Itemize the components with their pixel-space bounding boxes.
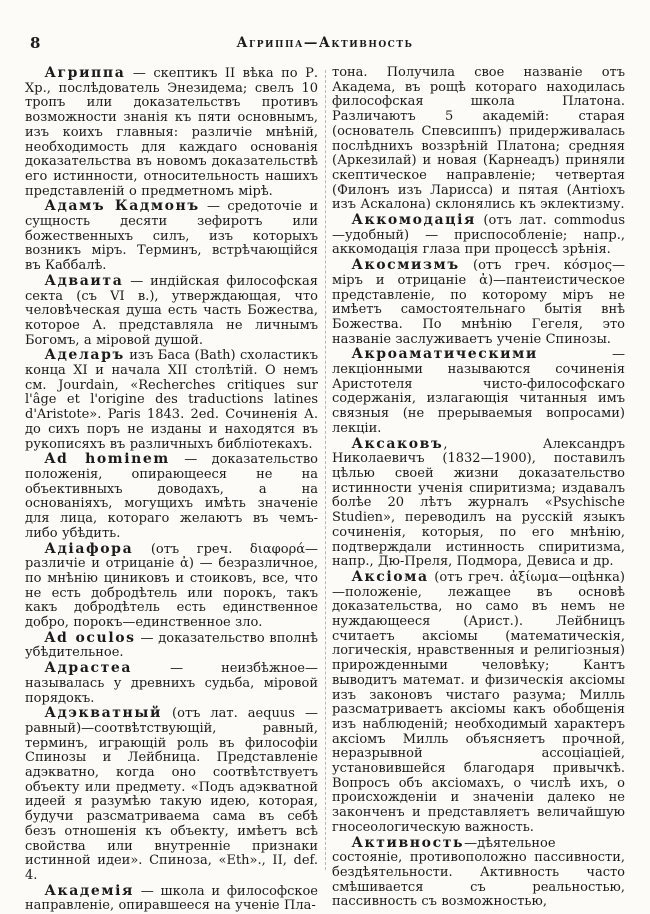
dict-entry [25, 542, 318, 631]
entry-body: — лекціонными называются сочиненія Аристотеля чисто-философскаго содержанія, излагающія читанныя имъ связныя (не прерываемыя вопросами) лекціи. [332, 347, 625, 436]
entry-body: — доказательство вполнѣ убѣдительное. [25, 630, 319, 661]
entry-term: Адрастеа [44, 660, 133, 677]
entry-body: — неизбѣжное—называлась у древнихъ судьба, міровой порядокъ. [25, 661, 318, 706]
dict-entry [332, 570, 625, 836]
entry-term: Акроаматическими [351, 346, 538, 363]
entry-term: Адамъ Кадмонъ [44, 198, 200, 215]
running-header [0, 34, 650, 54]
entry-term: Ad oculos [44, 629, 136, 646]
entry-body: —дѣятельное состояніе, противоположно пассивности, бездѣятельности. Активность часто смѣшивается съ реальностью, пассивность съ возможностью, [332, 835, 625, 910]
entry-body: (отъ греч. κόσμος—міръ и отрицаніе ἀ)—пантеистическое представленіе, по которому міръ не имѣетъ самостоятельнаго бытія внѣ Божества. По мнѣнію Гегеля, это названіе заслуживаетъ ученіе Спинозы. [332, 258, 625, 347]
entry-term: Адэкватный [44, 705, 163, 722]
entry-term: Аделаръ [44, 347, 125, 364]
dict-entry [332, 258, 625, 347]
page-title: Агриппа—Активность [236, 35, 414, 51]
dict-entry [25, 199, 318, 274]
dict-entry [25, 661, 318, 706]
entry-term: Академія [44, 882, 134, 899]
entry-body: (отъ лат. aequus — равный)—соотвѣтствующій, равный, терминъ, играющій роль въ философіи Спинозы и Лейбница. Представленіе адэкватно, когда оно соотвѣтствуетъ объекту или предмету. «Подъ адэкватной идеей я разумѣю такую идею, которая, будучи разсматриваема сама въ себѣ безъ отношенія къ объекту, имѣетъ всѣ свойства или внутренніе признаки истинной идеи». Спиноза, «Eth»., II, def. 4. [25, 706, 318, 883]
entry-term: Ad hominem [44, 451, 170, 468]
entry-body: — школа и философское направленіе, опиравшееся на ученіе Пла- [25, 883, 318, 914]
entry-term: Аксіома [351, 568, 429, 585]
entry-body: (отъ греч. διαφορά—различіе и отрицаніе ἀ) — безразличное, по мнѣнію циниковъ и стоиковъ, все, что не есть добродѣтель или порокъ, такъ какъ добродѣтель есть единственное добро, порокъ—единственное зло. [25, 541, 318, 631]
entry-body: (отъ греч. ἀξίωμα—оцѣнка)—положеніе, лежащее въ основѣ доказательства, но само въ немъ не нуждающееся (Арист.). Лейбницъ считаетъ аксіомы (математическія, логическія, нравственныя и религіозныя) прирожденными человѣку; Кантъ выводитъ математ. и физическія аксіомы изъ законовъ чистаго разума; Милль разсматриваетъ аксіомы какъ обобщенія изъ наблюденій; необходимый характеръ аксіомъ Милль объясняетъ прочной, неразрывной ассоціаціей, установившейся благодаря привычкѣ. Вопросъ объ аксіомахъ, о числѣ ихъ, о происхожденіи и значеніи далеко не законченъ и представляетъ величайшую гносеологическую важность. [332, 569, 625, 835]
entry-body: изъ Баса (Bath) схоластикъ конца XI и начала XII столѣтій. О немъ см. Jourdain, «Recherches critiques sur l'âge et l'origine des traductions latines d'Aristote». Paris 1843. 2ed. Сочиненія А. до сихъ поръ не изданы и находятся въ рукописяхъ въ различныхъ библіотекахъ. [25, 348, 318, 452]
entry-body: — индійская философская секта (съ VI в.), утверждающая, что человѣческая душа есть часть Божества, которое А. представляла не личнымъ Богомъ, а міровой душой. [25, 273, 318, 348]
entry-term: Активность [351, 834, 465, 851]
entry-body: , Александръ Николаевичъ (1832—1900), поставилъ цѣлью своей жизни доказательство истинности ученія спиритизма; издавалъ болѣе 20 лѣтъ журналъ «Psychische Studien», переводилъ на русскій языкъ сочиненія, которыя, по его мнѣнію, подтверждали истинность спиритизма, напр., Дю-Преля, Подмора, Девиса и др. [332, 436, 625, 570]
entry-continuation [332, 66, 625, 213]
dict-entry [25, 884, 318, 914]
dict-entry [25, 706, 318, 883]
dict-entry [25, 274, 318, 349]
entry-body: (отъ лат. commodus—удобный) — приспособленіе; напр., аккомодація глаза при процессѣ зрѣнія. [332, 213, 625, 258]
entry-body: — средоточіе и сущность десяти зефиротъ или божественныхъ силъ, изъ которыхъ возникъ міръ. Терминъ, встрѣчающійся въ Каббалѣ. [25, 199, 318, 274]
entry-term: Аксаковъ [351, 435, 444, 452]
entry-body: тона. Получила свое названіе отъ Академа, въ рощѣ котораго находилась философская школа Платона. Различаютъ 5 академій: старая (основатель Спевсиппъ) придерживалась послѣднихъ воззрѣній Платона; средняя (Аркезилай) и новая (Карнеадъ) приняли скептическое направленіе; четвертая (Филонъ изъ Ларисса) и пятая (Антіохъ изъ Аскалона) склонялись къ эклектизму. [332, 65, 625, 213]
entry-body: — скептикъ II вѣка по Р. Хр., послѣдователь Энезидема; свелъ 10 тропъ или доказательствъ противъ возможности знанія къ пяти основнымъ, изъ коихъ главныя: различіе мнѣній, необходимость для каждаго основанія доказательства въ новомъ доказательствѣ его истинности, относительность нашихъ представленій о предметномъ мірѣ. [25, 66, 318, 199]
entry-body: — доказательство положенія, опирающееся не на объективныхъ доводахъ, а на основаніяхъ, могущихъ имѣть значеніе для лица, котораго желаютъ въ чемъ-либо убѣдить. [25, 452, 318, 541]
dict-entry [332, 437, 625, 570]
dict-entry [332, 213, 625, 258]
dict-entry [332, 836, 625, 911]
entry-term: Адваита [44, 272, 124, 289]
left-column [25, 65, 319, 914]
right-column [332, 65, 625, 910]
entry-term: Адіафора [44, 540, 134, 557]
text-columns [25, 65, 625, 914]
column-divider [325, 70, 326, 870]
dict-entry [25, 66, 318, 199]
dict-entry [25, 348, 318, 452]
entry-term: Агриппа [44, 65, 126, 81]
entry-term: Акосмизмъ [351, 257, 460, 274]
entry-term: Аккомодація [351, 212, 476, 229]
dict-entry [25, 631, 318, 661]
dict-entry [332, 347, 625, 436]
page-number: 8 [30, 34, 41, 52]
dict-entry [25, 452, 318, 541]
